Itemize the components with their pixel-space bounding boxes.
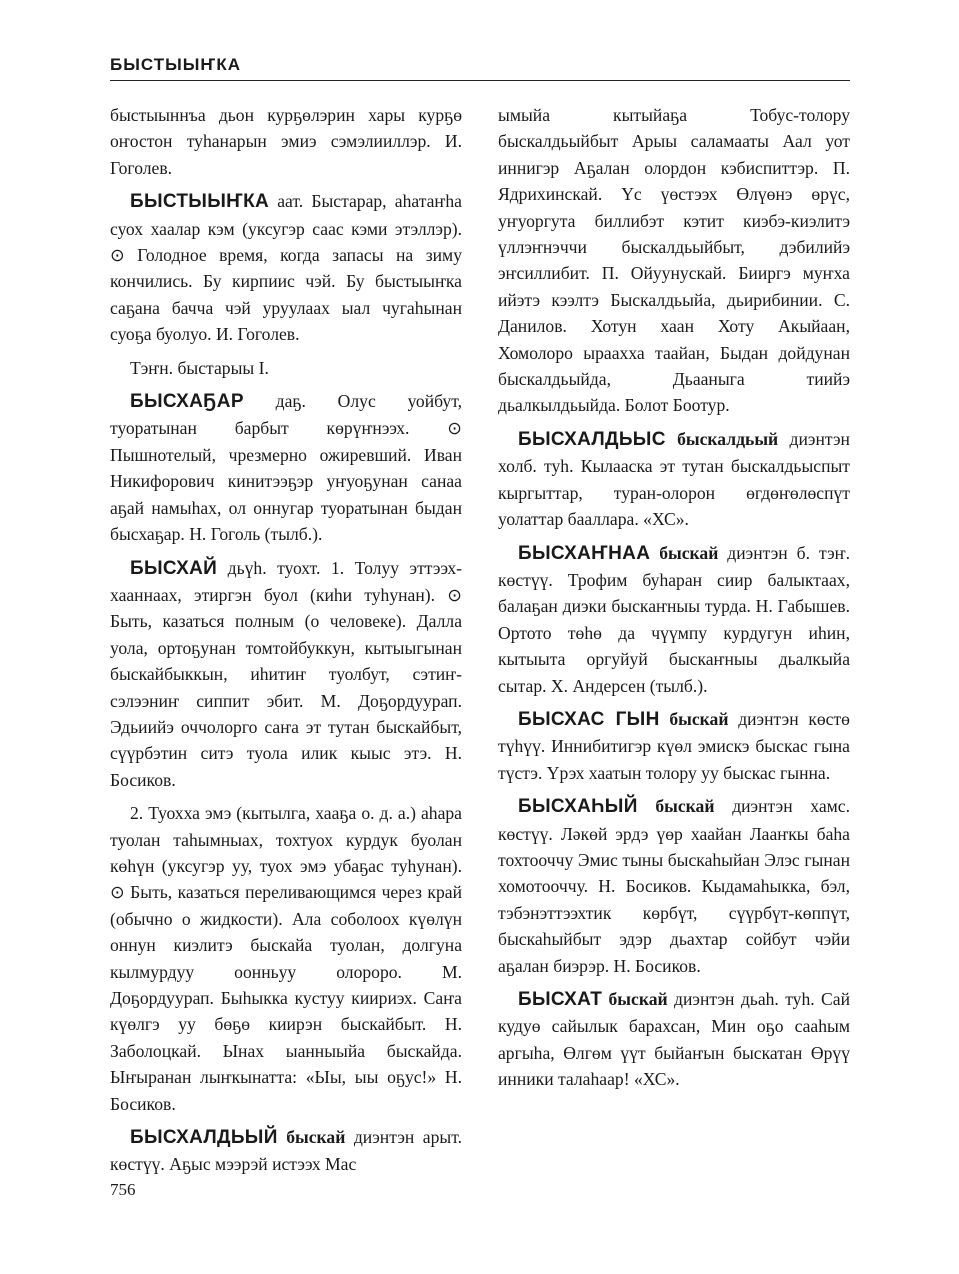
left-column [110,102,462,1175]
left-continuation: быстыыннъа дьон курҕөлэрин хары курҕө оҥостон туһанарын эмиэ сэмэлииллэр. И. Гоголев. [110,105,462,178]
entry-body: даҕ. Олус уойбут, туоратынан барбыт көрүҥнээх. ⊙ Пышнотелый, чрезмерно ожиревший. Иван Никифорович кинитээҕэр уҥуоҕунан санаа аҕай намыһах, ол оннугар туоратынан быдан бысхаҕар. Н. Гоголь (тылб.). [110,391,462,545]
entry-byskhas-gyn: БЫСХАС ГЫН быскай диэнтэн көстө түһүү. Иннибитигэр күөл эмискэ быскас гына түстэ. Үрэх хаатын толору уу быскас гынна. [498,708,850,783]
entry-byskhai-sense-2: 2. Туохха эмэ (кытылга, хааҕа о. д. а.) аһара туолан таһымныах, тохтуох курдук буолан көһүн (уксугэр уу, туох эмэ убаҕас туһунан). ⊙ Быть, казаться переливающимся через край (обычно о жидкости). Ала соболоох күөлүн оннун киэлитэ быскайа туолан, долгуна кылмурдуу оонньуу олороро. М. Доҕордуурап. Быһыкка кустуу киириэх. Саҥа күөлгэ уу бөҕө киирэн быскайбыт. Н. Заболоцкай. Ынах ыанныыйа быскайда. Ыҥыранан лыҥкынатта: «Ыы, ыы оҕус!» Н. Босиков. [110,803,462,1114]
entry-body: диэнтэн б. тэҥ. көстүү. Трофим буһаран сиир балыктаах, балаҕан диэки быскаҥныы турда. Н. Габышев. Ортото төһө да чүүмпу курдугун иһин, кытыыта оргуйуй быскаҥныы дьалкыйа сытар. Х. Андерсен (тылб.). [498,542,850,696]
right-continuation: ымыйа кытыйаҕа Тобус-толору быскалдьыйбыт Арыы саламааты Аал уот иннигэр Аҕалан олордон кэбиспиттэр. П. Ядрихинскай. Үс үөстээх Өлүөнэ өрүс, уҥуоргута биллибэт кэтит киэбэ-киэлитэ үллэҥнэччи быскалдьыйбыт, дэбилийэ эҥсиллибит. П. Ойуунускай. Бииргэ муҥха ийэтэ кээлтэ Быскалдьыйа, дьирибинии. С. Данилов. Хотун хаан Хоту Акыйаан, Хомолоро ыраахха таайан, Быдан дойдунан быскалдьыйда, Дьааныга тиийэ дьалкылдьыйда. Болот Боотур. [498,105,850,416]
entry-body: диэнтэн дьаһ. туһ. Сай кудуө сайылык барахсан, Мин оҕо сааһым аргыһа, Өлгөм үүт быйаҥын быскатан Өрүү инники талаһаар! «ХС». [498,989,851,1090]
entry-body: диэнтэн хамс. көстүү. Ләкөй эрдэ үөр хаайан Лааҥкы баһа тохтооччу Эмис тыны быскаһыйан Элэс гынан хомотооччу. Н. Босиков. Кыдамаһыкка, бэл, тэбэнэттээхтик көрбүт, сүүрбүт-көппүт, быскаһыйбыт эдэр дьахтар сойбут чэйи аҕалан биэрэр. Н. Босиков. [498,796,851,976]
headword: БЫСХАҺЫЙ [518,796,638,818]
entry-byskhaldys: БЫСХАЛДЬЫС быскалдьый диэнтэн холб. туһ. Кылааска эт тутан быскалдьыспыт кыргыттар, туран-олорон өгдөҥөлөспүт уолаттар бааллара. «ХС». [498,428,850,530]
entry-body: диэнтэн холб. туһ. Кылааска эт тутан быскалдьыспыт кыргыттар, туран-олорон өгдөҥөлөспүт уолаттар бааллара. «ХС». [498,428,850,530]
headword: БЫСХАҔАР [130,391,244,413]
header-rule [110,80,850,81]
note-tengn: Тэҥн. быстарыы I. [130,357,269,378]
headword: БЫСТЫЫҤКА [130,191,270,213]
entry-body: аат. Быстарар, аһатаҥһа суох хаалар кэм (уксугэр саас кэми этэллэр). ⊙ Голодное время, когда запасы на зиму кончились. Бу кирпиис чэй. Бу быстыыҥка саҕана бачча чэй уруулаах ыал чугаһынан суоҕа буолуо. И. Гоголев. [110,191,462,345]
headword: БЫСХАҤНАА [518,542,651,564]
entry-byskhaghar [110,388,462,547]
headword: БЫСХАЛДЬЫС [518,428,666,450]
running-head: БЫСТЫЫҤКА [110,55,241,74]
entry-bystyyngka [110,188,462,347]
headword: БЫСХАС ГЫН [518,708,660,730]
entry-body: дьүһ. туохт. 1. Толуу эттээх-хааннаах, этиргэн буол (киһи туһунан). ⊙ Быть, казаться полным (о человеке). Далла уола, ортоҕунан томтойбуккун, кытыыгынан быскайбыккын, иһитиҥ туолбут, сэтиҥ-сэлээниҥ сиппит эбит. М. Доҕордуурап. Эдьиийэ оччолорго саҥа эт тутан быскайбыт, сүүрбэтин ситэ туола илик кыыс этэ. Н. Босиков. [110,557,462,790]
entry-byskhangnaa: БЫСХАҤНАА быскай диэнтэн б. тэҥ. көстүү. Трофим буһаран сиир балыктаах, балаҕан диэки быскаҥныы турда. Н. Габышев. Ортото төһө да чүүмпу курдугун иһин, кытыыта оргуйуй быскаҥныы дьалкыйа сытар. Х. Андерсен (тылб.). [498,542,850,696]
headword: БЫСХАЛДЬЫЙ [130,1127,278,1149]
entry-byskhaldyi: БЫСХАЛДЬЫЙ быскай диэнтэн арыт. көстүү. Аҕыс мээрэй истээх Мас [110,1127,462,1175]
entry-byskhai [110,555,462,794]
entry-byskhahyi: БЫСХАҺЫЙ быскай диэнтэн хамс. көстүү. Ләкөй эрдэ үөр хаайан Лааҥкы баһа тохтооччу Эмис тыны быскаһыйан Элэс гынан хомотооччу. Н. Босиков. Кыдамаһыкка, бэл, тэбэнэттээхтик көрбүт, сүүрбүт-көппүт, быскаһыйбыт эдэр дьахтар сойбут чэйи аҕалан биэрэр. Н. Босиков. [498,796,851,976]
right-column [498,102,850,1162]
entry-body: диэнтэн көстө түһүү. Иннибитигэр күөл эмискэ быскас гына түстэ. Үрэх хаатын толору уу быскас гынна. [498,708,850,783]
headword: БЫСХАЙ [130,557,218,579]
page-number: 756 [110,1180,136,1199]
headword: БЫСХАТ [518,989,603,1010]
entry-body: диэнтэн арыт. көстүү. Аҕыс мээрэй истээх Мас [110,1127,462,1175]
entry-byskhat: БЫСХАТ быскай диэнтэн дьаһ. туһ. Сай кудуө сайылык барахсан, Мин оҕо сааһым аргыһа, Өлгөм үүт быйаҥын быскатан Өрүү инники талаһаар! «ХС». [498,989,851,1090]
